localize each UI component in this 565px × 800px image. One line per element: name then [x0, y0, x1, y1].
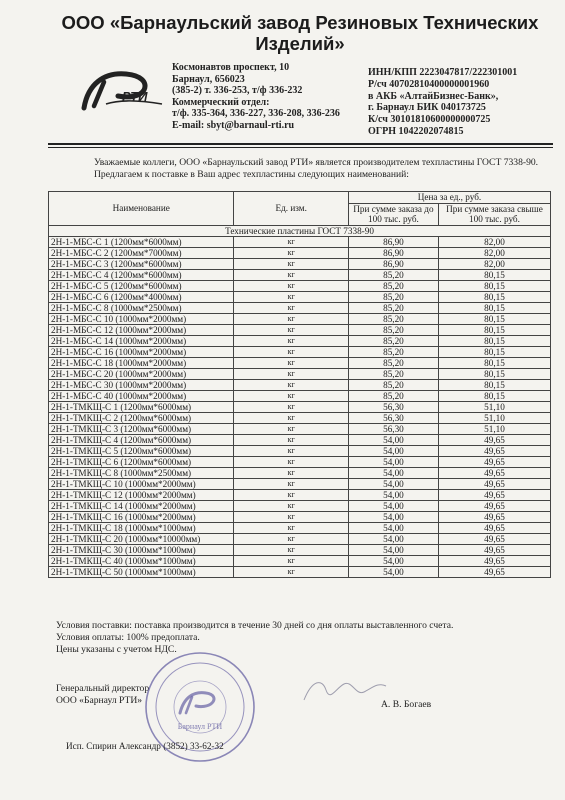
price-under-100k: 85,20: [348, 313, 438, 324]
product-name: 2Н-1-ТМКЩ-С 1 (1200мм*6000мм): [49, 401, 234, 412]
product-name: 2Н-1-МБС-С 16 (1000мм*2000мм): [49, 346, 234, 357]
price-under-100k: 85,20: [348, 357, 438, 368]
section-title: Технические пластины ГОСТ 7338-90: [49, 225, 551, 236]
intro-paragraph: Уважаемые коллеги, ООО «Барнаульский завод РТИ» является производителем техпластины ГОСТ 7338-90.: [94, 157, 539, 168]
product-name: 2Н-1-МБС-С 12 (1000мм*2000мм): [49, 324, 234, 335]
contact-person: Исп. Спирин Александр (3852) 33-62-32: [66, 741, 224, 751]
bank-line: в АКБ «АлтайБизнес-Банк»,: [368, 90, 499, 102]
price-over-100k: 80,15: [438, 335, 550, 346]
price-over-100k: 80,15: [438, 379, 550, 390]
unit-cell: кг: [234, 269, 348, 280]
price-under-100k: 85,20: [348, 335, 438, 346]
unit-cell: кг: [234, 280, 348, 291]
unit-cell: кг: [234, 566, 348, 577]
unit-cell: кг: [234, 412, 348, 423]
price-over-100k: 49,65: [438, 489, 550, 500]
signer-company: ООО «Барнаул РТИ»: [56, 694, 143, 706]
table-row: [49, 434, 551, 445]
header-name: Наименование: [49, 192, 234, 226]
table-row: [49, 368, 551, 379]
table-row: [49, 390, 551, 401]
product-name: 2Н-1-МБС-С 6 (1200мм*4000мм): [49, 291, 234, 302]
table-row: [49, 269, 551, 280]
price-over-100k: 80,15: [438, 313, 550, 324]
intro-text: [60, 157, 550, 180]
table-row: [49, 500, 551, 511]
price-under-100k: 56,30: [348, 423, 438, 434]
table-row: [49, 258, 551, 269]
price-under-100k: 54,00: [348, 533, 438, 544]
product-name: 2Н-1-МБС-С 10 (1000мм*2000мм): [49, 313, 234, 324]
unit-cell: кг: [234, 236, 348, 247]
price-over-100k: 49,65: [438, 555, 550, 566]
price-under-100k: 85,20: [348, 324, 438, 335]
unit-cell: кг: [234, 445, 348, 456]
unit-cell: кг: [234, 423, 348, 434]
unit-cell: кг: [234, 247, 348, 258]
unit-cell: кг: [234, 434, 348, 445]
price-under-100k: 54,00: [348, 522, 438, 533]
price-under-100k: 85,20: [348, 302, 438, 313]
header-divider-thin: [48, 147, 553, 148]
price-over-100k: 80,15: [438, 291, 550, 302]
product-name: 2Н-1-ТМКЩ-С 40 (1000мм*1000мм): [49, 555, 234, 566]
price-over-100k: 49,65: [438, 445, 550, 456]
product-name: 2Н-1-ТМКЩ-С 20 (1000мм*10000мм): [49, 533, 234, 544]
header-unit: Ед. изм.: [234, 192, 348, 226]
unit-cell: кг: [234, 456, 348, 467]
product-name: 2Н-1-ТМКЩ-С 14 (1000мм*2000мм): [49, 500, 234, 511]
price-under-100k: 85,20: [348, 269, 438, 280]
table-row: [49, 456, 551, 467]
price-over-100k: 49,65: [438, 544, 550, 555]
price-under-100k: 85,20: [348, 280, 438, 291]
product-name: 2Н-1-МБС-С 5 (1200мм*6000мм): [49, 280, 234, 291]
bank-line: ИНН/КПП 2223047817/222301001: [368, 67, 518, 78]
price-over-100k: 82,00: [438, 236, 550, 247]
unit-cell: кг: [234, 335, 348, 346]
product-name: 2Н-1-МБС-С 1 (1200мм*6000мм): [49, 236, 234, 247]
price-under-100k: 56,30: [348, 401, 438, 412]
signature-block: [56, 683, 149, 707]
table-row: [49, 478, 551, 489]
intro-paragraph: Предлагаем к поставке в Ваш адрес техпластины следующих наименований:: [94, 168, 409, 180]
price-over-100k: 80,15: [438, 368, 550, 379]
table-row: [49, 489, 551, 500]
product-name: 2Н-1-МБС-С 4 (1200мм*6000мм): [49, 269, 234, 280]
table-row: [49, 302, 551, 313]
price-under-100k: 54,00: [348, 500, 438, 511]
product-name: 2Н-1-ТМКЩ-С 5 (1200мм*6000мм): [49, 445, 234, 456]
product-name: 2Н-1-МБС-С 14 (1000мм*2000мм): [49, 335, 234, 346]
unit-cell: кг: [234, 357, 348, 368]
address-line: Коммерческий отдел:: [172, 96, 270, 108]
company-title: ООО «Барнаульский завод Резиновых Технических Изделий»: [61, 12, 539, 54]
unit-cell: кг: [234, 544, 348, 555]
price-over-100k: 49,65: [438, 434, 550, 445]
table-row: [49, 533, 551, 544]
table-row: [49, 357, 551, 368]
bank-details: [368, 67, 558, 138]
product-name: 2Н-1-МБС-С 20 (1000мм*2000мм): [49, 368, 234, 379]
product-name: 2Н-1-ТМКЩ-С 50 (1000мм*1000мм): [49, 566, 234, 577]
product-name: 2Н-1-МБС-С 8 (1000мм*2500мм): [49, 302, 234, 313]
table-row: [49, 511, 551, 522]
price-under-100k: 86,90: [348, 236, 438, 247]
product-name: 2Н-1-ТМКЩ-С 2 (1200мм*6000мм): [49, 412, 234, 423]
price-over-100k: 49,65: [438, 456, 550, 467]
product-name: 2Н-1-ТМКЩ-С 10 (1000мм*2000мм): [49, 478, 234, 489]
price-over-100k: 49,65: [438, 566, 550, 577]
price-over-100k: 80,15: [438, 302, 550, 313]
price-under-100k: 54,00: [348, 456, 438, 467]
price-over-100k: 49,65: [438, 522, 550, 533]
table-row: [49, 236, 551, 247]
price-over-100k: 80,15: [438, 346, 550, 357]
unit-cell: кг: [234, 379, 348, 390]
bank-line: ОГРН 1042202074815: [368, 125, 464, 137]
signature-scribble: [300, 670, 390, 710]
price-over-100k: 51,10: [438, 412, 550, 423]
unit-cell: кг: [234, 522, 348, 533]
table-row: [49, 445, 551, 456]
bank-line: К/сч 30101810600000000725: [368, 114, 491, 126]
unit-cell: кг: [234, 324, 348, 335]
unit-cell: кг: [234, 478, 348, 489]
conditions: [56, 620, 546, 657]
header-price-1: При сумме заказа до 100 тыс. руб.: [348, 203, 438, 225]
logo-text: РТИ: [122, 89, 148, 104]
unit-cell: кг: [234, 258, 348, 269]
price-over-100k: 49,65: [438, 533, 550, 544]
address-line: (385-2) т. 336-253, т/ф 336-232: [172, 85, 303, 97]
price-table: [48, 191, 551, 578]
price-over-100k: 80,15: [438, 269, 550, 280]
price-under-100k: 54,00: [348, 467, 438, 478]
table-row: [49, 566, 551, 577]
table-row: [49, 555, 551, 566]
unit-cell: кг: [234, 313, 348, 324]
product-name: 2Н-1-МБС-С 3 (1200мм*6000мм): [49, 258, 234, 269]
table-row: [49, 291, 551, 302]
price-over-100k: 49,65: [438, 467, 550, 478]
price-under-100k: 54,00: [348, 489, 438, 500]
product-name: 2Н-1-ТМКЩ-С 6 (1200мм*6000мм): [49, 456, 234, 467]
product-name: 2Н-1-ТМКЩ-С 16 (1000мм*2000мм): [49, 511, 234, 522]
company-address: [172, 62, 362, 132]
unit-cell: кг: [234, 533, 348, 544]
address-line: Космонавтов проспект, 10: [172, 62, 290, 73]
condition-line: Условия оплаты: 100% предоплата.: [56, 632, 200, 644]
product-name: 2Н-1-МБС-С 30 (1000мм*2000мм): [49, 379, 234, 390]
unit-cell: кг: [234, 401, 348, 412]
price-over-100k: 82,00: [438, 247, 550, 258]
price-under-100k: 85,20: [348, 291, 438, 302]
price-under-100k: 85,20: [348, 346, 438, 357]
product-name: 2Н-1-ТМКЩ-С 3 (1200мм*6000мм): [49, 423, 234, 434]
unit-cell: кг: [234, 390, 348, 401]
table-row: [49, 412, 551, 423]
address-line: Барнаул, 656023: [172, 73, 245, 85]
header-price-2: При сумме заказа свыше 100 тыс. руб.: [438, 203, 550, 225]
product-name: 2Н-1-ТМКЩ-С 30 (1000мм*1000мм): [49, 544, 234, 555]
table-row: [49, 335, 551, 346]
price-under-100k: 56,30: [348, 412, 438, 423]
price-under-100k: 86,90: [348, 247, 438, 258]
stamp-text: Барнаул РТИ: [177, 722, 223, 731]
price-under-100k: 54,00: [348, 566, 438, 577]
price-over-100k: 49,65: [438, 500, 550, 511]
price-under-100k: 85,20: [348, 390, 438, 401]
signer-position: Генеральный директор: [56, 683, 150, 694]
signer-name: А. В. Богаев: [381, 699, 432, 710]
address-line: т/ф. 335-364, 336-227, 336-208, 336-236: [172, 108, 340, 120]
unit-cell: кг: [234, 467, 348, 478]
price-under-100k: 54,00: [348, 434, 438, 445]
price-under-100k: 54,00: [348, 445, 438, 456]
unit-cell: кг: [234, 511, 348, 522]
table-row: [49, 379, 551, 390]
price-under-100k: 86,90: [348, 258, 438, 269]
price-over-100k: 80,15: [438, 357, 550, 368]
table-row: [49, 544, 551, 555]
unit-cell: кг: [234, 500, 348, 511]
table-row: [49, 324, 551, 335]
product-name: 2Н-1-МБС-С 18 (1000мм*2000мм): [49, 357, 234, 368]
table-row: [49, 423, 551, 434]
table-row: [49, 401, 551, 412]
price-under-100k: 85,20: [348, 379, 438, 390]
table-row: [49, 280, 551, 291]
unit-cell: кг: [234, 346, 348, 357]
product-name: 2Н-1-МБС-С 2 (1200мм*7000мм): [49, 247, 234, 258]
table-row: [49, 313, 551, 324]
price-over-100k: 49,65: [438, 511, 550, 522]
price-over-100k: 80,15: [438, 280, 550, 291]
product-name: 2Н-1-МБС-С 40 (1000мм*2000мм): [49, 390, 234, 401]
price-under-100k: 54,00: [348, 555, 438, 566]
bank-line: Р/сч 40702810400000001960: [368, 78, 490, 90]
product-name: 2Н-1-ТМКЩ-С 4 (1200мм*6000мм): [49, 434, 234, 445]
table-row: [49, 247, 551, 258]
price-under-100k: 54,00: [348, 544, 438, 555]
table-row: [49, 522, 551, 533]
price-under-100k: 54,00: [348, 478, 438, 489]
product-name: 2Н-1-ТМКЩ-С 8 (1000мм*2500мм): [49, 467, 234, 478]
unit-cell: кг: [234, 302, 348, 313]
condition-line: Условия поставки: поставка производится в течение 30 дней со дня оплаты выставленного счета.: [56, 620, 454, 631]
product-name: 2Н-1-ТМКЩ-С 12 (1000мм*2000мм): [49, 489, 234, 500]
price-over-100k: 51,10: [438, 401, 550, 412]
unit-cell: кг: [234, 555, 348, 566]
unit-cell: кг: [234, 291, 348, 302]
product-name: 2Н-1-ТМКЩ-С 18 (1000мм*1000мм): [49, 522, 234, 533]
email-line: E-mail: sbyt@barnaul-rti.ru: [172, 119, 295, 131]
price-under-100k: 54,00: [348, 511, 438, 522]
table-row: [49, 467, 551, 478]
price-under-100k: 85,20: [348, 368, 438, 379]
price-over-100k: 51,10: [438, 423, 550, 434]
header-price-group: Цена за ед., руб.: [348, 192, 550, 204]
price-over-100k: 49,65: [438, 478, 550, 489]
condition-line: Цены указаны с учетом НДС.: [56, 644, 177, 656]
table-row: [49, 346, 551, 357]
unit-cell: кг: [234, 368, 348, 379]
header-divider-thick: [48, 143, 553, 145]
price-over-100k: 82,00: [438, 258, 550, 269]
rti-logo: [78, 66, 168, 114]
price-over-100k: 80,15: [438, 324, 550, 335]
price-over-100k: 80,15: [438, 390, 550, 401]
bank-line: г. Барнаул БИК 040173725: [368, 102, 486, 114]
unit-cell: кг: [234, 489, 348, 500]
